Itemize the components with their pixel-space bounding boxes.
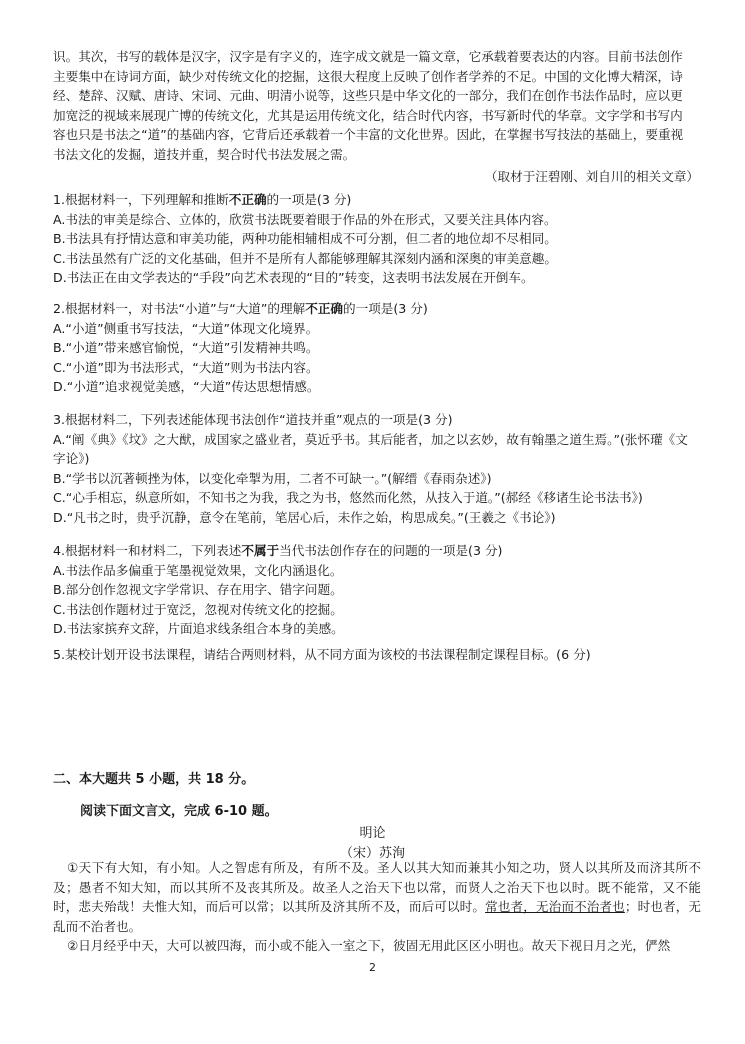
question-2 (53, 299, 703, 397)
paragraph-2: ②日月经乎中天，大可以被四海，而小或不能入一室之下，彼固无用此区区小明也。故天下视日月之光，俨然 (67, 938, 671, 954)
option-c: C.“小道”即为书法形式，“大道”则为书法内容。 (53, 359, 319, 375)
underlined-sentence: 常也者，无治而不治者也 (485, 899, 625, 915)
stem-text: 当代书法创作存在的问题的一项是(3 分) (279, 543, 503, 558)
stem-text: 的一项是(3 分) (343, 301, 428, 316)
option-b: B.部分创作忽视文字学常识、存在用字、错字问题。 (53, 582, 343, 598)
intro-line: 加宽泛的视域来展现广博的传统文化，尤其是运用传统文化，结合时代内容，书写新时代的华章。文字学和书写内 (53, 107, 683, 123)
option-b: B.“学书以沉著顿挫为体，以变化牵掣为用，二者不可缺一。”(解缙《春雨杂述》) (53, 470, 492, 486)
classical-passage (53, 858, 701, 956)
option-d: D.书法家摈弃文辞，片面追求线条组合本身的美感。 (53, 621, 344, 637)
question-stem: 3.根据材料二，下列表述能体现书法创作“道技并重”观点的一项是(3 分) (53, 412, 453, 427)
option-a: A.“小道”侧重书写技法，“大道”体现文化境界。 (53, 320, 319, 336)
stem-text: 的一项是(3 分) (266, 192, 352, 207)
section-instruction: 阅读下面文言文，完成 6-10 题。 (80, 804, 278, 819)
option-a: A.“阐《典》《坟》之大猷，成国家之盛业者，莫近乎书。其后能者，加之以玄妙，故有翰墨之道生焉。”(张怀瓘《文 (53, 431, 688, 447)
option-c: C.书法虽然有广泛的文化基础，但并不是所有人都能够理解其深刻内涵和深奥的审美意趣。 (53, 250, 557, 266)
option-a: A.书法的审美是综合、立体的，欣赏书法既要着眼于作品的外在形式，又要关注具体内容。 (53, 211, 557, 227)
page-number: 2 (369, 961, 376, 974)
intro-line: 书法文化的发掘，道技并重，契合时代书法发展之需。 (53, 146, 356, 162)
question-5 (53, 645, 703, 665)
option-a: A.书法作品多偏重于笔墨视觉效果，文化内涵退化。 (53, 562, 343, 578)
paragraph-text: ①天下有大知，有小知。人之智虑有所及，有所不及。圣人以其大知而兼其小知之功，贤人以其所及而济其所不及；愚者不知大知，而以其所不及丧其所及。故圣人之治天下也以常，而贤人之治天下也以时。既不能常，又不能时，悲夫殆哉！夫惟大知，而后可以常；以其所及济其所不及，而后可以时。 (53, 860, 701, 915)
option-d: D.“凡书之时，贵乎沉静，意令在笔前，笔居心后，未作之始，构思成矣。”(王羲之《书论》) (53, 509, 556, 525)
section-heading: 二、本大题共 5 小题，共 18 分。 (53, 772, 255, 787)
passage-author: （宋）苏洵 (339, 846, 405, 861)
option-b: B.书法具有抒情达意和审美功能，两种功能相辅相成不可分割，但二者的地位却不尽相同。 (53, 231, 557, 247)
intro-line: 容也只是书法之“道”的基础内容，它背后还承载着一个丰富的文化世界。因此，在掌握书写技法的基础上，要重视 (53, 127, 684, 143)
option-c: C.书法创作题材过于宽泛，忽视对传统文化的挖掘。 (53, 601, 343, 617)
option-a-cont: 字论》) (53, 451, 90, 467)
passage-title: 明论 (359, 826, 386, 841)
stem-emphasis: 不属于 (241, 543, 280, 558)
option-c: C.“心手相忘，纵意所如，不知书之为我，我之为书，悠然而化然，从技入于道。”(郝经《移诸生论书法书》) (53, 490, 643, 506)
stem-text: 2.根据材料一，对书法“小道”与“大道”的理解 (53, 301, 306, 316)
intro-line: 经、楚辞、汉赋、唐诗、宋词、元曲、明清小说等，这些只是中华文化的一部分，我们在创作书法作品时，应以更 (53, 88, 683, 104)
question-1 (53, 190, 703, 288)
stem-text: 1.根据材料一，下列理解和推断 (53, 192, 229, 207)
option-d: D.书法正在由文学表达的“手段”向艺术表现的“目的”转变，这表明书法发展在开倒车。 (53, 270, 534, 286)
stem-emphasis: 不正确 (228, 192, 267, 207)
question-stem (53, 541, 703, 561)
paragraph-text: ；时也者，无乱而不治者也。 (53, 899, 702, 934)
option-b: B.“小道”带来感官愉悦，“大道”引发精神共鸣。 (53, 340, 319, 356)
option-d: D.“小道”追求视觉美感，“大道”传达思想情感。 (53, 379, 320, 395)
stem-text: 4.根据材料一和材料二，下列表述 (53, 543, 242, 558)
intro-line: 主要集中在诗词方面，缺少对传统文化的挖掘，这很大程度上反映了创作者学养的不足。中国的文化博大精深，诗 (53, 68, 683, 84)
question-3 (53, 410, 703, 528)
question-stem (53, 190, 703, 210)
paragraph-1 (53, 858, 701, 936)
intro-passage (53, 47, 701, 165)
stem-emphasis: 不正确 (305, 301, 343, 316)
intro-line: 识。其次，书写的载体是汉字，汉字是有字义的，连字成文就是一篇文章，它承载着要表达的内容。目前书法创作 (53, 49, 683, 64)
source-citation: （取材于汪碧刚、刘自川的相关文章） (484, 169, 699, 184)
question-stem: 5.某校计划开设书法课程，请结合两则材料，从不同方面为该校的书法课程制定课程目标。(6 分) (53, 647, 591, 662)
question-stem (53, 299, 703, 319)
question-4 (53, 541, 703, 639)
